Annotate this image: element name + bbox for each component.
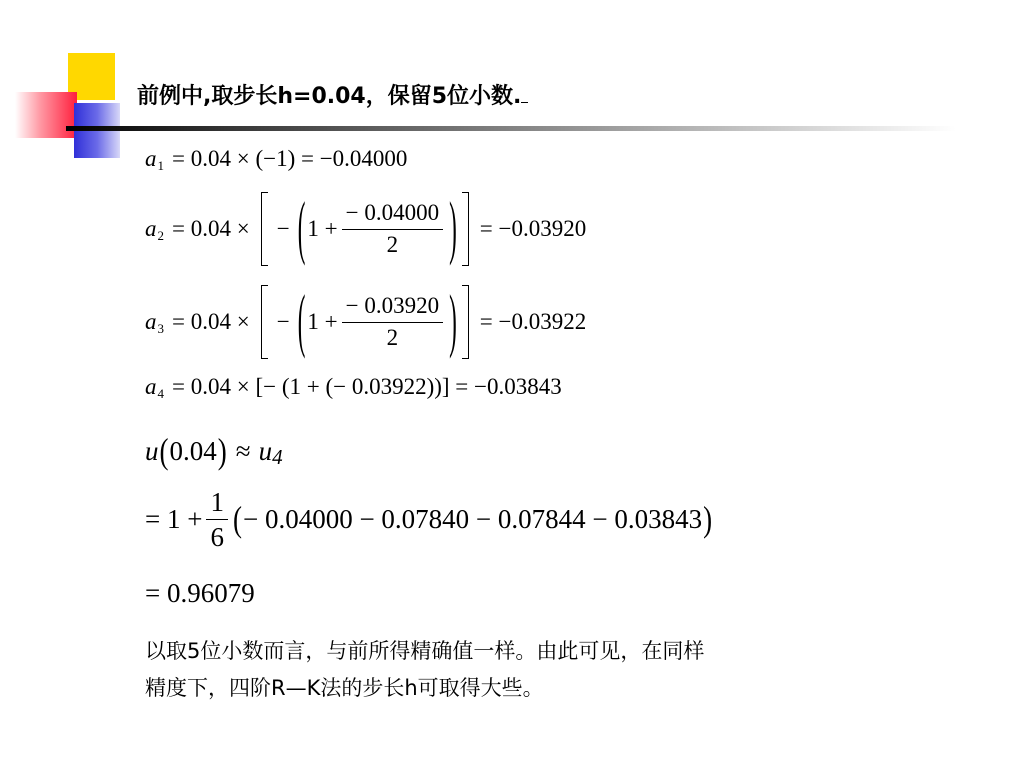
a3-one-plus: 1 + bbox=[307, 309, 338, 334]
slide-title-text: 前例中,取步长h=0.04，保留5位小数. bbox=[137, 84, 522, 109]
a2-result: = −0.03920 bbox=[479, 216, 587, 241]
a2-one-plus: 1 + bbox=[307, 216, 338, 241]
remark-line-1: 以取5位小数而言，与前所得精确值一样。由此可见，在同样 bbox=[145, 639, 705, 663]
equation-sum bbox=[145, 488, 713, 552]
a2-inner-minus: − bbox=[276, 216, 290, 241]
equation-a4 bbox=[145, 374, 570, 400]
a3-var: a bbox=[145, 309, 157, 334]
u-right-paren: ) bbox=[217, 430, 227, 472]
decor-red-gradient-bar bbox=[15, 92, 77, 138]
sum-left-paren: ( bbox=[232, 498, 242, 540]
a2-sub: 2 bbox=[157, 228, 164, 243]
equation-a1 bbox=[145, 146, 415, 172]
u-lhs: u bbox=[145, 436, 159, 466]
u-left-paren: ( bbox=[159, 430, 169, 472]
a3-prefix: = 0.04 × bbox=[172, 309, 250, 334]
sum-body: − 0.04000 − 0.07840 − 0.07844 − 0.03843 bbox=[242, 504, 703, 535]
a3-result: = −0.03922 bbox=[479, 309, 587, 334]
sum-prefix: = 1 + bbox=[145, 504, 203, 535]
title-underline-rule bbox=[66, 126, 956, 131]
equation-result bbox=[145, 578, 255, 609]
a4-rhs: = 0.04 × [− (1 + (− 0.03922))] = −0.03843 bbox=[172, 374, 562, 399]
remark-line-2: 精度下，四阶R—K法的步长h可取得大些。 bbox=[145, 676, 544, 700]
a1-var: a bbox=[145, 146, 157, 171]
sum-right-paren: ) bbox=[703, 498, 713, 540]
a4-var: a bbox=[145, 374, 157, 399]
a2-left-bracket bbox=[261, 192, 268, 266]
u-approx-sign: ≈ bbox=[235, 436, 251, 466]
sum-frac-den: 6 bbox=[210, 522, 224, 553]
slide-title bbox=[137, 79, 528, 110]
a1-rhs: = 0.04 × (−1) = −0.04000 bbox=[172, 146, 408, 171]
u-rhs-sub: 4 bbox=[272, 445, 283, 469]
a3-numerator: − 0.03920 bbox=[342, 294, 443, 322]
u-rhs-var: u bbox=[258, 436, 273, 466]
u-arg: 0.04 bbox=[169, 436, 217, 466]
a2-prefix: = 0.04 × bbox=[172, 216, 250, 241]
sum-fraction bbox=[206, 488, 228, 552]
remark-paragraph bbox=[145, 633, 925, 707]
equation-a3 bbox=[145, 281, 594, 360]
a3-right-bracket bbox=[462, 285, 469, 359]
a4-sub: 4 bbox=[157, 386, 164, 401]
a2-var: a bbox=[145, 216, 157, 241]
a3-inner-minus: − bbox=[276, 309, 290, 334]
a2-left-paren: ( bbox=[297, 188, 306, 267]
a2-right-paren: ) bbox=[449, 188, 457, 267]
a2-fraction bbox=[342, 201, 443, 256]
a2-right-bracket bbox=[462, 192, 469, 266]
equation-u-approx bbox=[145, 430, 283, 472]
sum-frac-num: 1 bbox=[206, 488, 228, 520]
a3-sub: 3 bbox=[157, 321, 164, 336]
a3-left-paren: ( bbox=[297, 281, 306, 360]
a1-sub: 1 bbox=[157, 158, 164, 173]
equation-a2 bbox=[145, 188, 594, 267]
a2-denominator: 2 bbox=[386, 231, 399, 257]
a3-denominator: 2 bbox=[386, 324, 399, 350]
result-text: = 0.96079 bbox=[145, 578, 255, 608]
a2-numerator: − 0.04000 bbox=[342, 201, 443, 229]
a3-left-bracket bbox=[261, 285, 268, 359]
title-underline-tail bbox=[521, 84, 528, 103]
a3-fraction bbox=[342, 294, 443, 349]
a3-right-paren: ) bbox=[449, 281, 457, 360]
